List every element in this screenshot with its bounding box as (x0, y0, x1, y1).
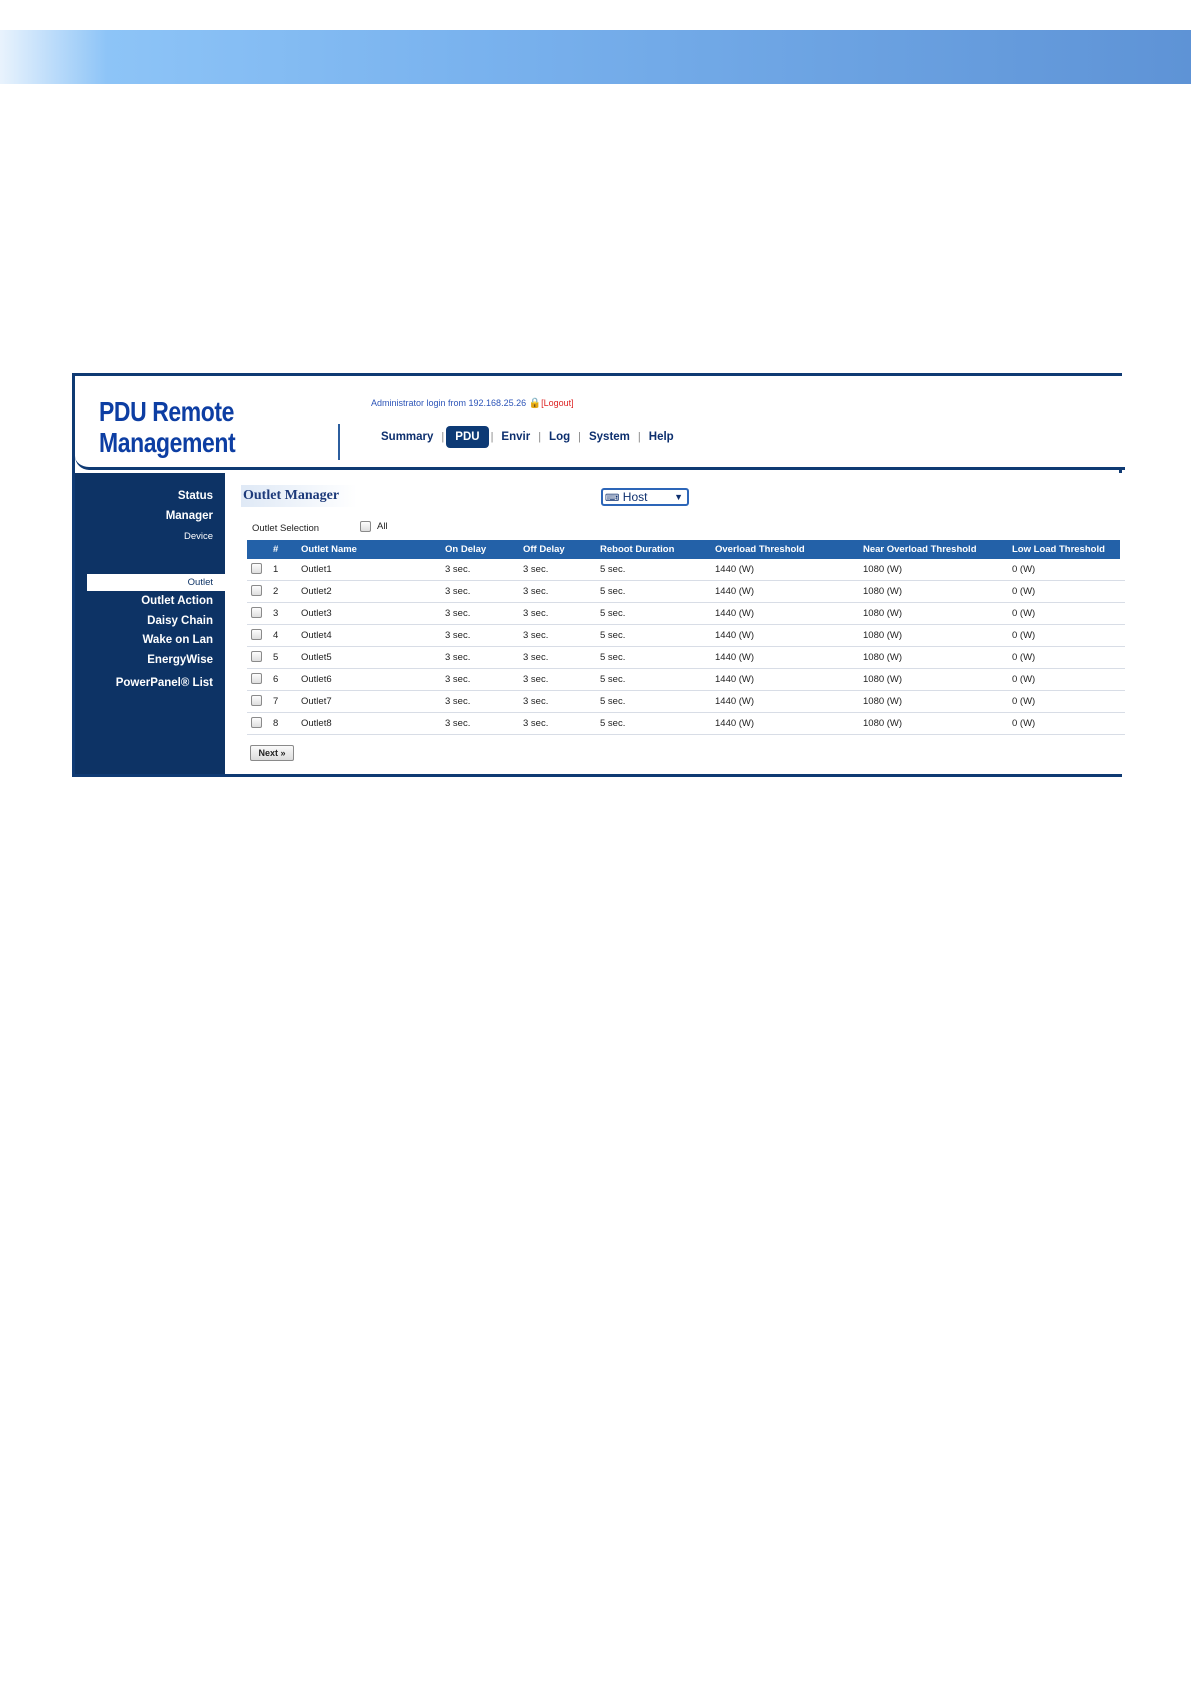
table-cell: Outlet4 (297, 625, 441, 647)
table-cell: 0 (W) (1008, 559, 1120, 581)
table-cell: 3 sec. (519, 713, 596, 735)
table-cell: 3 sec. (441, 625, 519, 647)
table-cell: 1080 (W) (859, 603, 1008, 625)
column-header: Overload Threshold (711, 540, 859, 559)
table-filler-cell (1120, 559, 1125, 581)
outlet-checkbox[interactable] (251, 717, 262, 728)
table-cell: Outlet7 (297, 691, 441, 713)
table-cell: 3 sec. (441, 669, 519, 691)
table-cell: 5 sec. (596, 713, 711, 735)
table-cell: 3 sec. (441, 559, 519, 581)
table-header-row (247, 540, 1125, 559)
table-cell: 7 (269, 691, 297, 713)
row-checkbox-cell (247, 713, 269, 735)
table-cell: 0 (W) (1008, 625, 1120, 647)
select-all-checkbox[interactable] (360, 521, 371, 532)
nav-separator: | (441, 431, 445, 443)
table-cell: 6 (269, 669, 297, 691)
table-cell: 1440 (W) (711, 625, 859, 647)
main-content (225, 473, 1125, 774)
table-cell: Outlet3 (297, 603, 441, 625)
table-cell: 3 sec. (441, 647, 519, 669)
sidebar-item-powerpanel-list[interactable]: PowerPanel® List (115, 677, 213, 689)
nav-separator: | (578, 431, 581, 443)
table-cell: 0 (W) (1008, 713, 1120, 735)
table-cell: 1 (269, 559, 297, 581)
table-cell: 1440 (W) (711, 603, 859, 625)
table-cell: 8 (269, 713, 297, 735)
table-cell: 5 sec. (596, 559, 711, 581)
table-cell: 0 (W) (1008, 691, 1120, 713)
table-filler-cell (1120, 603, 1125, 625)
table-cell: 1080 (W) (859, 669, 1008, 691)
row-checkbox-cell (247, 669, 269, 691)
sidebar-item-outlet[interactable]: Outlet (87, 574, 225, 591)
table-cell: Outlet6 (297, 669, 441, 691)
nav-separator: | (637, 431, 641, 443)
outlet-checkbox[interactable] (251, 607, 262, 618)
nav-separator: | (538, 431, 542, 443)
table-cell: 1080 (W) (859, 581, 1008, 603)
top-banner (0, 30, 1191, 84)
outlet-checkbox[interactable] (251, 585, 262, 596)
table-cell: 1440 (W) (711, 581, 859, 603)
chevron-down-icon: ▼ (674, 492, 683, 502)
outlet-checkbox[interactable] (251, 651, 262, 662)
table-cell: 1440 (W) (711, 691, 859, 713)
table-filler-cell (1120, 625, 1125, 647)
header-checkbox-column (247, 540, 269, 559)
nav-log[interactable]: Log (549, 431, 571, 443)
outlet-checkbox[interactable] (251, 563, 262, 574)
table-cell: 0 (W) (1008, 669, 1120, 691)
column-header: On Delay (441, 540, 519, 559)
table-row (247, 669, 1125, 691)
table-cell: 5 sec. (596, 691, 711, 713)
login-text: Administrator login from 192.168.25.26 (371, 398, 527, 408)
table-cell: 2 (269, 581, 297, 603)
table-cell: 3 sec. (519, 581, 596, 603)
column-header: # (269, 540, 297, 559)
table-cell: 0 (W) (1008, 603, 1120, 625)
table-cell: 3 sec. (519, 559, 596, 581)
table-cell: 5 sec. (596, 581, 711, 603)
row-checkbox-cell (247, 625, 269, 647)
table-row (247, 581, 1125, 603)
table-cell: 1080 (W) (859, 559, 1008, 581)
table-cell: 1440 (W) (711, 647, 859, 669)
row-checkbox-cell (247, 647, 269, 669)
table-cell: 3 sec. (519, 603, 596, 625)
outlet-table (247, 540, 1125, 735)
row-checkbox-cell (247, 559, 269, 581)
logo-line-2: Management (99, 427, 236, 458)
table-cell: 3 sec. (441, 581, 519, 603)
logo (99, 396, 235, 458)
table-cell: 5 sec. (596, 603, 711, 625)
table-cell: 3 sec. (441, 713, 519, 735)
main-nav (375, 426, 680, 448)
nav-system[interactable]: System (588, 431, 630, 443)
host-select[interactable] (601, 488, 689, 506)
column-header: Outlet Name (297, 540, 441, 559)
header-divider (338, 424, 340, 460)
sidebar-item-wake-on-lan[interactable]: Wake on Lan (142, 634, 213, 646)
table-filler-cell (1120, 713, 1125, 735)
table-cell: Outlet8 (297, 713, 441, 735)
sidebar-item-device[interactable]: Device (183, 531, 213, 542)
sidebar-item-outlet-action[interactable]: Outlet Action (141, 595, 213, 607)
nav-pdu[interactable]: PDU (446, 426, 488, 448)
table-cell: 3 sec. (441, 603, 519, 625)
table-cell: 1080 (W) (859, 691, 1008, 713)
table-filler-cell (1120, 691, 1125, 713)
lock-icon: 🔒 (528, 398, 542, 409)
column-header: Off Delay (519, 540, 596, 559)
nav-summary[interactable]: Summary (381, 431, 434, 443)
login-info (371, 398, 574, 409)
table-cell: 1080 (W) (859, 713, 1008, 735)
table-cell: Outlet5 (297, 647, 441, 669)
table-cell: 1080 (W) (859, 625, 1008, 647)
table-cell: 1440 (W) (711, 669, 859, 691)
table-cell: 4 (269, 625, 297, 647)
sidebar (75, 473, 225, 774)
sidebar-item-daisy-chain[interactable]: Daisy Chain (147, 615, 213, 627)
table-cell: 5 sec. (596, 625, 711, 647)
table-row (247, 625, 1125, 647)
outlet-checkbox[interactable] (251, 629, 262, 640)
table-cell: 5 (269, 647, 297, 669)
outlet-checkbox[interactable] (251, 695, 262, 706)
table-cell: 1080 (W) (859, 647, 1008, 669)
table-row (247, 713, 1125, 735)
keyboard-icon: ⌨ (605, 493, 620, 504)
select-all (360, 521, 388, 532)
column-header: Near Overload Threshold (859, 540, 1008, 559)
table-cell: 3 sec. (519, 625, 596, 647)
sidebar-item-manager[interactable]: Manager (165, 510, 213, 522)
table-cell: 5 sec. (596, 669, 711, 691)
select-all-label: All (377, 521, 388, 532)
nav-envir[interactable]: Envir (501, 431, 531, 443)
column-header: Reboot Duration (596, 540, 711, 559)
table-filler-cell (1120, 669, 1125, 691)
column-header: Low Load Threshold (1008, 540, 1120, 559)
row-checkbox-cell (247, 691, 269, 713)
pdu-window (72, 373, 1122, 777)
host-select-value: Host (622, 490, 648, 504)
table-row (247, 691, 1125, 713)
nav-separator: | (490, 431, 494, 443)
table-cell: 0 (W) (1008, 647, 1120, 669)
sidebar-item-status[interactable]: Status (177, 490, 213, 502)
table-cell: 1440 (W) (711, 559, 859, 581)
table-row (247, 647, 1125, 669)
table-cell: Outlet2 (297, 581, 441, 603)
table-filler-cell (1120, 647, 1125, 669)
logout-link[interactable]: [Logout] (541, 398, 574, 408)
sidebar-item-energywise[interactable]: EnergyWise (147, 654, 213, 666)
table-row (247, 603, 1125, 625)
table-cell: 3 sec. (519, 669, 596, 691)
outlet-checkbox[interactable] (251, 673, 262, 684)
table-cell: 5 sec. (596, 647, 711, 669)
next-button[interactable]: Next » (250, 745, 294, 761)
table-cell: 3 sec. (519, 691, 596, 713)
table-cell: 3 sec. (519, 647, 596, 669)
logo-line-1: PDU Remote (99, 396, 234, 427)
row-checkbox-cell (247, 581, 269, 603)
table-cell: 1440 (W) (711, 713, 859, 735)
table-cell: 0 (W) (1008, 581, 1120, 603)
outlet-selection-label: Outlet Selection (252, 523, 320, 534)
nav-help[interactable]: Help (648, 431, 674, 443)
table-cell: Outlet1 (297, 559, 441, 581)
table-cell: 3 (269, 603, 297, 625)
row-checkbox-cell (247, 603, 269, 625)
header (75, 376, 1125, 470)
table-filler-cell (1120, 581, 1125, 603)
table-cell: 3 sec. (441, 691, 519, 713)
table-row (247, 559, 1125, 581)
page-title: Outlet Manager (241, 485, 357, 507)
